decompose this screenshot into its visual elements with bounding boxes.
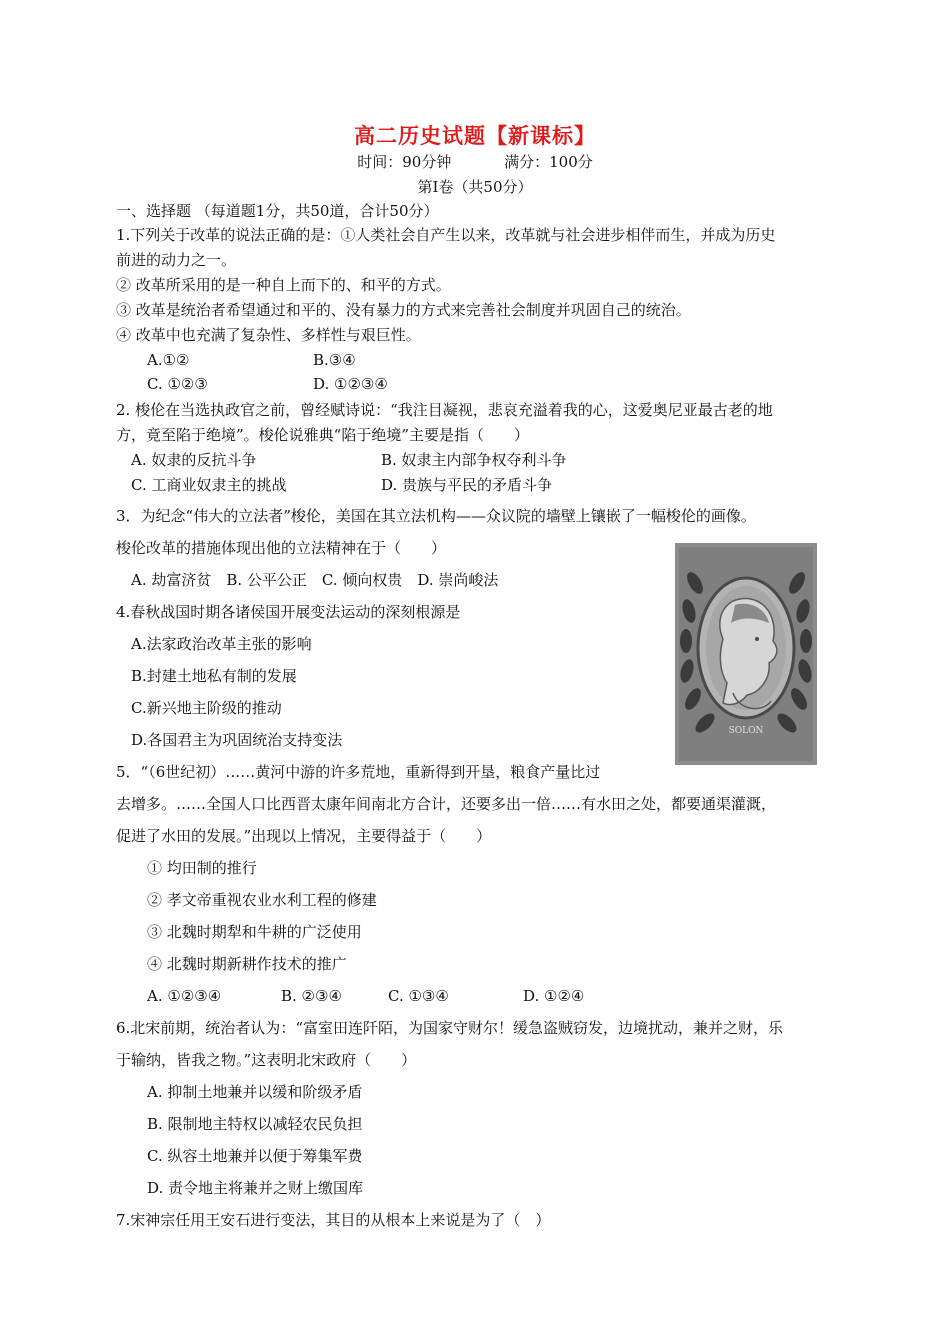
question-5-option-d: D. ①②④: [523, 987, 585, 1005]
question-4-option-a: A.法家政治改革主张的影响: [131, 635, 312, 653]
volume-heading: 第Ⅰ卷（共50分）: [417, 178, 533, 196]
question-1-line-4: ③ 改革是统治者希望通过和平的、没有暴力的方式来完善社会制度并巩固自己的统治。: [116, 301, 691, 319]
question-1-line-3: ② 改革所采用的是一种自上而下的、和平的方式。: [116, 276, 451, 294]
question-4-option-d: D.各国君主为巩固统治支持变法: [131, 731, 343, 749]
question-6-option-b: B. 限制地主特权以减轻农民负担: [147, 1115, 363, 1133]
question-5-item-2: ② 孝文帝重视农业水利工程的修建: [147, 891, 377, 909]
question-2-option-d: D. 贵族与平民的矛盾斗争: [381, 476, 553, 494]
question-4-option-c: C.新兴地主阶级的推动: [131, 699, 282, 717]
exam-score: 满分：100分: [504, 153, 593, 171]
portrait-caption: SOLON: [728, 726, 764, 736]
question-4-option-b: B.封建土地私有制的发展: [131, 667, 297, 685]
question-2-option-a: A. 奴隶的反抗斗争: [131, 451, 257, 469]
solon-portrait-image: [675, 543, 817, 765]
question-1-line-1: 1.下列关于改革的说法正确的是：①人类社会自产生以来，改革就与社会进步相伴而生，并成为历史: [116, 226, 776, 244]
question-6-line-2: 于输纳，皆我之物。”这表明北宋政府（ ）: [116, 1051, 417, 1069]
question-5-option-c: C. ①③④: [388, 987, 449, 1005]
question-1-option-c: C. ①②③: [147, 375, 208, 393]
question-6-option-c: C. 纵容土地兼并以便于筹集军费: [147, 1147, 363, 1165]
question-5-line-1: 5．“（6世纪初）……黄河中游的许多荒地，重新得到开垦，粮食产量比过: [116, 763, 601, 781]
question-1-option-b: B.③④: [313, 351, 356, 369]
exam-meta: [0, 151, 950, 172]
question-3-line-1: 3．为纪念“伟大的立法者”梭伦，美国在其立法机构——众议院的墙壁上镶嵌了一幅梭伦的画像。: [116, 507, 756, 525]
solon-portrait-drawing: [675, 543, 817, 765]
question-1-option-a: A.①②: [147, 351, 190, 369]
question-5-line-2: 去增多。……全国人口比西晋太康年间南北方合计，还要多出一倍……有水田之处，都要通渠灌溉，: [116, 795, 777, 813]
question-1-option-d: D. ①②③④: [313, 375, 388, 393]
question-2-line-2: 方，竟至陷于绝境”。梭伦说雅典“陷于绝境”主要是指（ ）: [116, 426, 530, 444]
question-2-option-b: B. 奴隶主内部争权夺利斗争: [381, 451, 567, 469]
question-5-item-3: ③ 北魏时期犁和牛耕的广泛使用: [147, 923, 362, 941]
question-7-line-1: 7.宋神宗任用王安石进行变法，其目的从根本上来说是为了（ ）: [116, 1211, 551, 1229]
question-5-item-1: ① 均田制的推行: [147, 859, 257, 877]
question-5-line-3: 促进了水田的发展。”出现以上情况，主要得益于（ ）: [116, 827, 492, 845]
question-2-option-c: C. 工商业奴隶主的挑战: [131, 476, 287, 494]
question-6-option-a: A. 抑制土地兼并以缓和阶级矛盾: [147, 1083, 363, 1101]
question-3-options: A. 劫富济贫 B. 公平公正 C. 倾向权贵 D. 崇尚峻法: [131, 571, 499, 589]
question-5-option-a: A. ①②③④: [147, 987, 222, 1005]
question-4-line-1: 4.春秋战国时期各诸侯国开展变法运动的深刻根源是: [116, 603, 461, 621]
question-1-line-5: ④ 改革中也充满了复杂性、多样性与艰巨性。: [116, 326, 421, 344]
question-3-line-2: 梭伦改革的措施体现出他的立法精神在于（ ）: [116, 539, 447, 557]
question-5-item-4: ④ 北魏时期新耕作技术的推广: [147, 955, 347, 973]
question-1-line-2: 前进的动力之一。: [116, 251, 237, 269]
exam-time: 时间：90分钟: [357, 153, 452, 171]
question-6-line-1: 6.北宋前期，统治者认为：“富室田连阡陌，为国家守财尔！缓急盗贼窃发，边境扰动，兼并之财，乐: [116, 1019, 783, 1037]
question-2-line-1: 2. 梭伦在当选执政官之前，曾经赋诗说：“我注目凝视，悲哀充溢着我的心，这爱奥尼亚最古老的地: [116, 401, 773, 419]
section-heading: 一、选择题 （每道题1分，共50道，合计50分）: [116, 202, 439, 220]
question-6-option-d: D. 责令地主将兼并之财上缴国库: [147, 1179, 364, 1197]
exam-title: 高二历史试题【新课标】: [354, 123, 596, 148]
question-5-option-b: B. ②③④: [281, 987, 342, 1005]
